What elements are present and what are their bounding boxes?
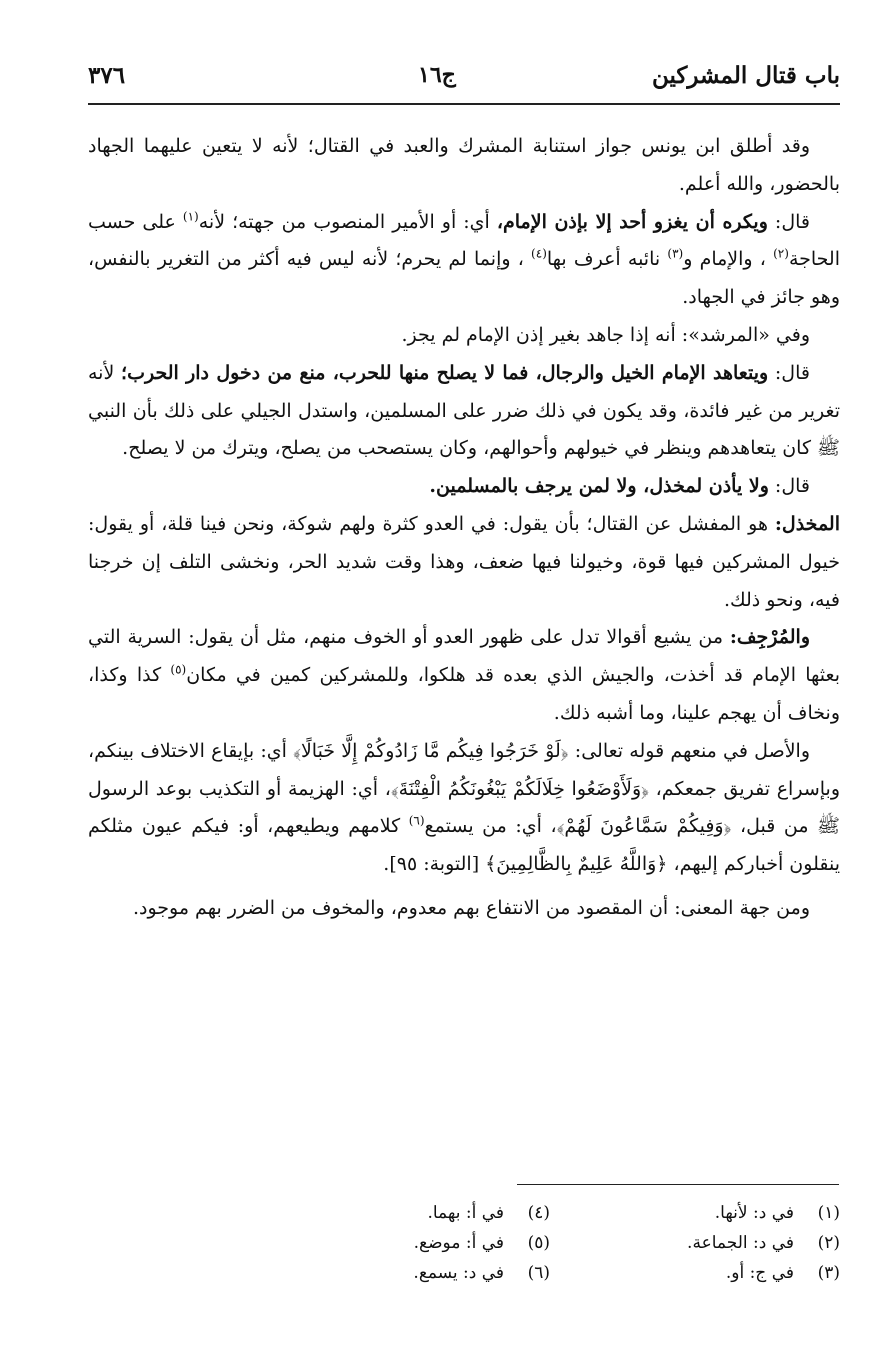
commentary-text: على حسب الحاجة [88,210,840,271]
footnote-text: في د: يسمع. [413,1263,504,1283]
paragraph-3: وفي «المرشد»: أنه إذا جاهد بغير إذن الإمام لم يجز. [401,323,810,346]
volume-label: ج١٦ [418,62,456,88]
footnote-text: في د: لأنها. [714,1203,794,1223]
footnote-number: (٦) [527,1263,550,1283]
commentary-text: كذا وكذا، ونخاف أن يهجم علينا، وما أشبه ذلك. [88,664,840,724]
qala-label: قال: [767,210,810,233]
footnote-1 [580,1198,840,1228]
paragraph-1: وقد أطلق ابن يونس جواز استنابة المشرك والعبد في القتال؛ لأنه لا يتعين عليهما الجهاد بالحضور، والله أعلم. [88,135,840,195]
commentary-text: ، وإنما لم يحرم؛ لأنه ليس فيه أكثر من التغرير بالنفس، وهو جائز في الجهاد. [88,248,840,309]
footnote-number: (١) [817,1203,840,1223]
qala-label: قال: [768,475,810,498]
paragraph-7 [88,619,840,732]
footnote-ref-5[interactable]: (٥) [170,662,187,677]
paragraph-4 [88,355,840,468]
term-murjif: والمُرْجِف: [729,626,810,649]
footnotes-column-right [580,1198,840,1288]
footnotes-column-left [290,1198,550,1288]
commentary-text: هو المفشل عن القتال؛ بأن يقول: في العدو كثرة ولهم شوكة، ونحن فينا قلة، أو يقول: خيول المشركين فيها قوة، وخيولنا فيها ضعف، وهذا وقت شديد الحر، ونخشى التلف إن خرجنا فيه، ونحو ذلك. [88,512,840,611]
page-number: ٣٧٦ [88,62,126,89]
footnote-ref-4[interactable]: (٤) [531,247,547,262]
commentary-text: من يشيع أقوالا تدل على ظهور العدو أو الخوف منهم، مثل أن يقول: السرية التي بعثها الإمام قد أخذت، والجيش الذي بعده قد هلكوا، وللمشركين كمين في مكان [88,626,840,687]
running-header [88,62,840,102]
commentary-text: ، والإمام و [683,248,774,271]
paragraph-8 [88,733,840,884]
paragraph-9: ومن جهة المعنى: أن المقصود من الانتفاع بهم معدوم، والمخوف من الضرر بهم موجود. [132,896,810,919]
term-mukhadhdhil: المخذل: [774,512,840,535]
footnote-5 [290,1228,550,1258]
commentary-text: لأنه تغرير من غير فائدة، وقد يكون في ذلك ضرر على المسلمين، واستدل الجيلي على ذلك بأن النبي ﷺ كان يتعاهدهم وينظر في خيولهم وأحوالهم، وكان يستصحب من يصلح، ويترك من لا يصلح. [88,361,840,460]
footnote-number: (٣) [817,1263,840,1283]
footnotes [280,1198,840,1294]
footnote-3 [580,1258,840,1288]
footnote-number: (٢) [817,1233,840,1253]
paragraph-2 [88,204,840,317]
chapter-title: باب قتال المشركين [651,62,840,89]
footnote-text: في أ: موضع. [413,1233,504,1253]
footnote-ref-2[interactable]: (٢) [773,247,789,262]
footnote-2 [580,1228,840,1258]
footnote-rule [517,1184,839,1185]
matn-text: ويكره أن يغزو أحد إلا بإذن الإمام، [496,210,768,233]
matn-text: ويتعاهد الإمام الخيل والرجال، فما لا يصلح منها للحرب، منع من دخول دار الحرب؛ [121,361,769,384]
footnote-number: (٥) [527,1233,550,1253]
quran-commentary: كلامهم ويطيعهم، أو: فيكم عيون مثلكم ينقلون أخباركم إليهم، ﴿وَاللَّهُ عَلِيمٌ بِالظَّالِمِينَ﴾ [التوبة: ٩٥]. [88,815,840,876]
commentary-text: نائبه أعرف بها [546,248,668,271]
footnote-number: (٤) [527,1203,550,1223]
commentary-text: أي: أو الأمير المنصوب من جهته؛ لأنه [198,210,497,233]
footnote-text: في د: الجماعة. [687,1233,794,1253]
footnote-ref-6[interactable]: (٦) [408,814,425,829]
paragraph-6 [88,506,840,619]
matn-text: ولا يأذن لمخذل، ولا لمن يرجف بالمسلمين. [429,475,769,498]
paragraph-5 [88,468,840,506]
footnote-text: في ج: أو. [725,1263,794,1283]
quran-commentary: والأصل في منعهم قوله تعالى: ﴿لَوْ خَرَجُوا فِيكُم مَّا زَادُوكُمْ إِلَّا خَبَالًا﴾ أي: بإيقاع الاختلاف بينكم، وبإسراع تفريق جمعكم، ﴿وَلَأَوْضَعُوا خِلَالَكُمْ يَبْغُونَكُمُ الْفِتْنَةَ﴾، أي: الهزيمة أو التكذيب بوعد الرسول ﷺ من قبل، ﴿وَفِيكُمْ سَمَّاعُونَ لَهُمْ﴾، أي: من يستمع [88,739,840,838]
qala-label: قال: [768,361,810,384]
footnote-ref-3[interactable]: (٣) [667,247,684,262]
footnote-6 [290,1258,550,1288]
footnote-4 [290,1198,550,1228]
main-text [88,128,840,928]
footnote-text: في أ: بهما. [427,1203,504,1223]
footnote-ref-1[interactable]: (١) [182,209,199,224]
header-rule [88,103,840,105]
